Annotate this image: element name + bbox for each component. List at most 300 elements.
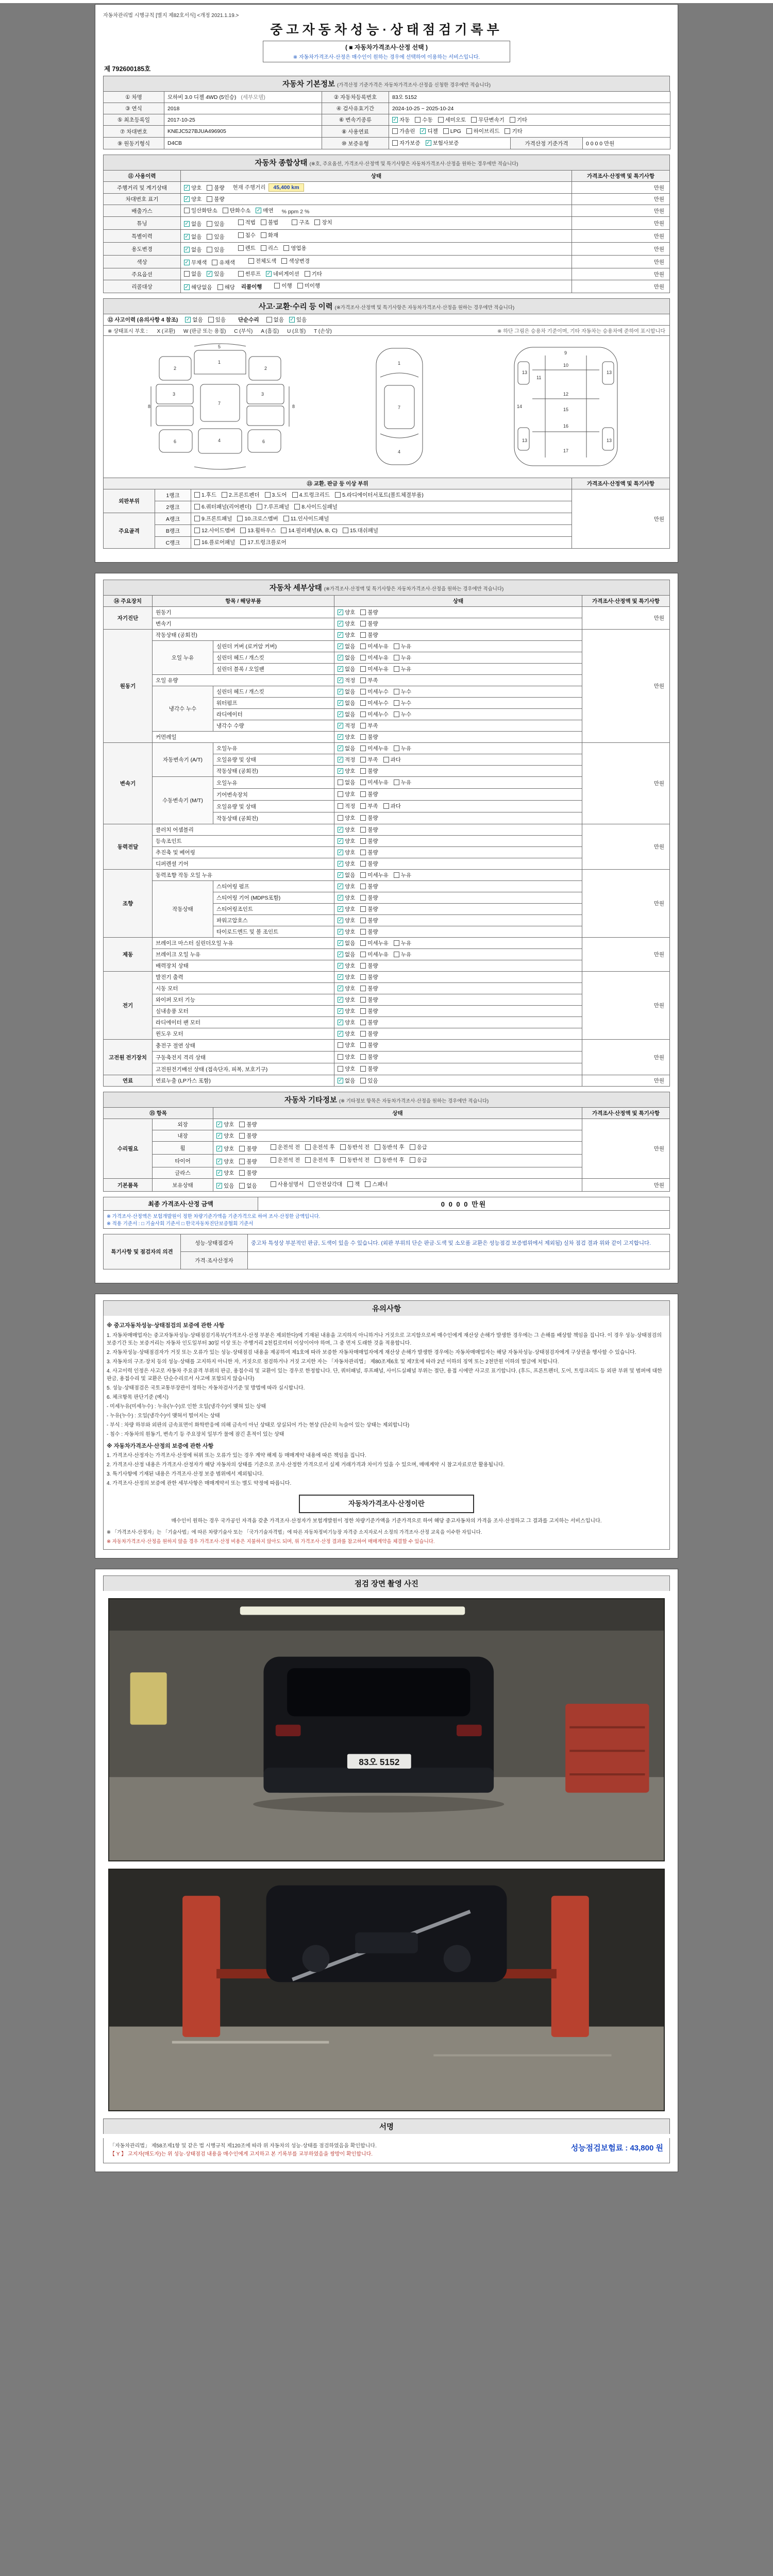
checkbox-누유 (394, 871, 411, 879)
checkbox-17.트렁크플로어 (240, 538, 286, 546)
state-cell (334, 641, 582, 652)
item-label: 워터펌프 (213, 698, 334, 709)
document (95, 3, 678, 2172)
checkbox-label: 있음 (367, 1078, 378, 1084)
checkbox-icon (340, 1144, 346, 1150)
checkbox-label: 양호 (345, 1066, 356, 1072)
checkbox-있음 (216, 1182, 234, 1190)
checkbox-icon (410, 1157, 415, 1163)
svg-text:12: 12 (563, 392, 569, 397)
checkbox-있음 (208, 316, 226, 324)
checkbox-label: 불량 (367, 609, 378, 616)
checkbox-불량 (360, 894, 378, 902)
field-value-text: 모하비 3.0 디젤 4WD (5인승) (167, 94, 237, 100)
checkbox-15.대쉬패널 (343, 527, 378, 534)
checkbox-group (338, 620, 383, 628)
price-cell: 만원 (582, 870, 670, 938)
checkbox-영업용 (283, 244, 306, 252)
item-label: 라디에이터 팬 모터 (153, 1017, 334, 1028)
checkbox-label: 양호 (224, 1122, 234, 1128)
item-label: 작동상태 (공회전) (153, 630, 334, 641)
use-history-label: 차대번호 표기 (104, 194, 181, 205)
col-price-note: 가격조사·산정액 및 특기사항 (572, 171, 670, 182)
checkbox-label: 리스 (267, 245, 279, 251)
checkbox-icon (239, 1133, 245, 1139)
checkbox-group (338, 1030, 383, 1038)
section-detail-header (103, 580, 670, 595)
checkbox-일산화탄소 (184, 207, 217, 214)
checkbox-group (338, 951, 416, 958)
final-price-table (103, 1197, 670, 1229)
checkbox-불량 (360, 849, 378, 856)
checkbox-icon (194, 539, 200, 545)
document-number: 제 792600185호 (104, 65, 151, 73)
checkbox-icon (271, 1157, 276, 1163)
checkbox-icon (237, 516, 243, 521)
checkbox-icon (261, 245, 266, 251)
svg-text:6: 6 (262, 439, 265, 444)
device-label: 제동 (104, 938, 153, 972)
checkbox-icon (217, 284, 223, 290)
checkbox-icon (338, 1042, 343, 1048)
rank-label: C랭크 (155, 537, 191, 549)
checkbox-썬루프 (238, 270, 261, 278)
state-cell (334, 858, 582, 870)
checkbox-icon (360, 779, 366, 785)
item-label: 오일유량 및 상태 (213, 801, 334, 812)
checkbox-group (338, 1053, 383, 1061)
checkbox-label: 양호 (345, 963, 356, 969)
comprehensive-row (104, 256, 670, 268)
checkbox-icon: ✓ (338, 700, 343, 706)
section-notice-title: 유의사항 (372, 1305, 401, 1313)
svg-text:13: 13 (607, 370, 612, 375)
price-cell: 만원 (572, 230, 670, 243)
checkbox-양호 (338, 767, 355, 775)
checkbox-label: 응급 (416, 1144, 427, 1150)
final-note-row (104, 1211, 670, 1229)
state-cell (334, 1052, 582, 1063)
checkbox-icon (410, 1144, 415, 1150)
checkbox-group (216, 1145, 262, 1153)
checkbox-불량 (360, 826, 378, 834)
checkbox-불량 (360, 985, 378, 992)
checkbox-icon (314, 219, 320, 225)
checkbox-label: 적정 (345, 723, 356, 729)
checkbox-label: 동반석 후 (382, 1144, 405, 1150)
checkbox-icon: ✓ (217, 1133, 222, 1139)
checkbox-group (392, 139, 464, 147)
checkbox-불량 (207, 195, 224, 203)
checkbox-group (238, 218, 284, 226)
checkbox-label: 수동 (422, 117, 433, 123)
checkbox-기타 (505, 127, 522, 135)
checkbox-label: 누수 (400, 689, 412, 695)
checkbox-label: 누유 (400, 952, 412, 958)
state-mark-legend (103, 325, 670, 335)
checkbox-label: 11.인사이드패널 (290, 516, 329, 522)
checkbox-유채색 (212, 259, 234, 266)
checkbox-group (338, 676, 383, 684)
checkbox-icon: ✓ (338, 986, 343, 991)
checkbox-불량 (239, 1145, 257, 1153)
checkbox-icon: ✓ (338, 689, 343, 694)
price-option-label: ( ■ 자동차가격조사·산정 선택 ) (345, 44, 428, 51)
checkbox-해당없음 (184, 283, 212, 291)
checkbox-icon (375, 1144, 380, 1150)
field-tag: (세부모델) (239, 94, 265, 100)
checkbox-label: 누유 (400, 745, 412, 752)
checkbox-동반석 후 (375, 1143, 405, 1151)
use-history-label: 용도변경 (104, 243, 181, 256)
checkbox-label: 세미오토 (445, 117, 466, 123)
checkbox-label: 응급 (416, 1157, 427, 1163)
checkbox-icon (283, 516, 289, 521)
signature-line: 【 Y 】 고지자(매도자)는 위 성능·상태점검 내용을 매수인에게 고지하고 본 기록부를 교부하였음을 쌍방이 확인합니다. (110, 2151, 373, 2158)
checkbox-icon (338, 1054, 343, 1060)
checkbox-label: 2.프론트펜더 (229, 492, 260, 498)
checkbox-group (338, 985, 383, 992)
checkbox-자가보증 (392, 139, 421, 147)
checkbox-label: 미세누수 (367, 689, 389, 695)
checkbox-group (216, 1121, 262, 1128)
checkbox-label: 구조 (299, 219, 310, 226)
col-misc-price: 가격조사·산정액 및 특기사항 (582, 1108, 670, 1119)
checkbox-label: 17.트렁크플로어 (247, 539, 287, 546)
section-misc-title: 자동차 기타정보 (284, 1096, 337, 1105)
price-definition-text: 매수인이 원하는 경우 국가공인 자격을 갖춘 가격조사·산정자가 보험개발원이 정한 차량기준가액을 기준가격으로 하여 해당 중고자동차의 가격을 조사·산정하고 그 결과를 고지하는 서비스입니다. (171, 1518, 602, 1524)
checkbox-label: 미세누유 (367, 643, 389, 650)
checkbox-장치 (314, 218, 332, 226)
checkbox-icon (239, 1183, 245, 1189)
detail-row (104, 1075, 670, 1087)
checkbox-group (338, 917, 383, 924)
checkbox-label: 미이행 (304, 283, 321, 289)
checkbox-무채색 (184, 259, 207, 266)
checkbox-icon (392, 128, 398, 134)
checkbox-icon: ✓ (338, 1031, 343, 1037)
field-value-text: 83오 5152 (392, 94, 417, 100)
checkbox-label: 유채색 (219, 260, 235, 266)
checkbox-안전삼각대 (309, 1180, 342, 1188)
checkbox-icon (292, 492, 298, 498)
checkbox-무단변속기 (471, 116, 505, 124)
checkbox-양호 (216, 1132, 234, 1140)
checkbox-없음 (338, 744, 355, 752)
field-value (583, 138, 670, 149)
col-misc-item: ⑮ 항목 (104, 1108, 213, 1119)
item-label: 충전구 절연 상태 (153, 1040, 334, 1052)
checkbox-없음 (184, 270, 201, 278)
checkbox-label: 양호 (345, 997, 356, 1003)
checkbox-icon: ✓ (338, 872, 343, 878)
ceiling-light (240, 1606, 465, 1615)
checkbox-누유 (394, 744, 411, 752)
checkbox-group (338, 756, 406, 764)
checkbox-label: 있음 (214, 247, 225, 253)
legend-item: U (요철) (287, 329, 306, 334)
state-cell (334, 904, 582, 915)
notice-footnotes (107, 1529, 666, 1546)
legend-item: X (교환) (157, 329, 175, 334)
checkbox-양호 (216, 1121, 234, 1128)
checkbox-label: 누유 (400, 940, 412, 946)
checkbox-label: 렌트 (245, 245, 256, 251)
checkbox-양호 (338, 837, 355, 845)
basic-info-table (103, 91, 670, 149)
state-cell (334, 743, 582, 754)
checkbox-icon (261, 232, 266, 238)
checkbox-label: 8.사이드실패널 (301, 504, 338, 510)
checkbox-label: 불량 (367, 768, 378, 774)
section-basic-title: 자동차 기본정보 (282, 80, 335, 89)
basic-info-row (104, 126, 670, 138)
checkbox-label: 양호 (224, 1159, 234, 1165)
price-definition-box: 자동차가격조사·산정이란 (299, 1495, 474, 1513)
checkbox-icon (394, 700, 399, 706)
checkbox-양호 (338, 917, 355, 924)
car-exterior-diagram (132, 341, 308, 472)
checkbox-과다 (383, 802, 401, 810)
checkbox-label: 불량 (246, 1133, 257, 1139)
diagram-numbers-underside (517, 350, 612, 453)
checkbox-운전석 후 (305, 1143, 335, 1151)
checkbox-icon (505, 128, 510, 134)
checkbox-자동 (392, 116, 410, 124)
checkbox-양호 (338, 631, 355, 639)
license-plate-number: 83오 5152 (359, 1756, 400, 1767)
checkbox-label: 불량 (367, 815, 378, 821)
checkbox-label: 불량 (367, 986, 378, 992)
legend-item: C (부식) (234, 329, 253, 334)
checkbox-label: 불량 (367, 963, 378, 969)
checkbox-8.사이드실패널 (294, 503, 338, 511)
checkbox-적법 (238, 218, 256, 226)
state-cell (334, 607, 582, 618)
checkbox-label: 양호 (345, 895, 356, 901)
checkbox-label: 하이브리드 (473, 128, 500, 134)
checkbox-label: 없음 (273, 317, 284, 323)
notice-paragraph: 4. 가격조사·산정의 보증에 관한 세부사항은 매매계약서 또는 별도 약정에 따릅니다. (107, 1481, 292, 1486)
insurance-fee (571, 2142, 663, 2153)
checkbox-group (338, 996, 383, 1004)
state-cell (334, 1006, 582, 1017)
checkbox-label: 7.루프패널 (263, 504, 290, 510)
checkbox-불량 (360, 608, 378, 616)
checkbox-양호 (338, 790, 355, 798)
checkbox-icon (347, 1181, 353, 1187)
checkbox-label: 없음 (345, 711, 356, 718)
checkbox-label: 양호 (345, 1042, 356, 1048)
exchange-label: ⑬ 교환, 판금 등 이상 부위 (104, 478, 572, 489)
item-label: 원동기 (153, 607, 334, 618)
state-cell (334, 960, 582, 972)
checkbox-label: 5.라디에이터서포트(볼트체결부품) (342, 492, 424, 498)
checkbox-group (194, 503, 343, 511)
checkbox-불량 (360, 1053, 378, 1061)
checkbox-icon (281, 528, 287, 533)
checkbox-리스 (261, 244, 278, 252)
checkbox-label: 양호 (345, 1031, 356, 1037)
inspection-photo-rear (108, 1598, 665, 1862)
item-label: 동력조향 작동 오일 누유 (153, 870, 334, 881)
checkbox-기타 (305, 270, 322, 278)
checkbox-label: 양호 (345, 621, 356, 627)
checkbox-label: 없음 (191, 247, 202, 253)
use-history-label: 주요옵션 (104, 268, 181, 280)
field-label: ③ 연식 (104, 103, 164, 114)
checkbox-label: 동반석 전 (347, 1157, 370, 1163)
tool-cabinet (565, 1704, 649, 1793)
checkbox-group (338, 710, 416, 718)
price-cell: 만원 (572, 243, 670, 256)
basic-info-row (104, 103, 670, 114)
checkbox-icon: ✓ (338, 850, 343, 855)
field-value (389, 126, 670, 138)
state-cell (334, 881, 582, 892)
state-cell (334, 926, 582, 938)
item-label: 브레이크 오일 누유 (153, 949, 334, 960)
field-label: ⑦ 차대번호 (104, 126, 164, 138)
checkbox-group (184, 220, 230, 228)
device-label: 전기 (104, 972, 153, 1040)
exchange-header-row (104, 478, 670, 489)
checkbox-양호 (338, 826, 355, 834)
checkbox-불량 (360, 837, 378, 845)
checkbox-group (238, 270, 327, 278)
checkbox-group (338, 665, 416, 673)
detail-row (104, 824, 670, 836)
field-label: ⑥ 변속기종류 (322, 114, 389, 126)
item-label: 윈도우 모터 (153, 1028, 334, 1040)
checkbox-icon (360, 872, 366, 878)
checkbox-icon (305, 271, 310, 277)
checkbox-icon (360, 734, 366, 740)
checkbox-icon (360, 861, 366, 867)
checkbox-group (216, 1158, 262, 1165)
field-value (164, 92, 322, 103)
comprehensive-row (104, 268, 670, 280)
checkbox-group (338, 767, 383, 775)
rank-label: B랭크 (155, 525, 191, 537)
checkbox-불법 (261, 218, 278, 226)
checkbox-양호 (216, 1169, 234, 1177)
col-detail-state: 상태 (334, 596, 582, 607)
checkbox-양호 (338, 1041, 355, 1049)
checkbox-label: 무채색 (191, 260, 207, 266)
item-label: 오일누유 (213, 743, 334, 754)
accident-history-row (103, 314, 670, 325)
checkbox-icon: ✓ (338, 827, 343, 833)
checkbox-label: 부족 (367, 723, 378, 729)
checkbox-부족 (360, 756, 378, 764)
checkbox-group (338, 802, 406, 810)
checkbox-icon (394, 689, 399, 694)
svg-text:2: 2 (264, 366, 267, 371)
checkbox-6.쿼터패널(리어펜더) (194, 503, 251, 511)
checkbox-미세누수 (360, 710, 389, 718)
misc-item-label: 보유상태 (153, 1179, 213, 1192)
detail-row (104, 938, 670, 949)
field-label: ⑨ 원동기형식 (104, 138, 164, 149)
checkbox-label: 양호 (345, 1008, 356, 1014)
checkbox-icon: ✓ (184, 221, 189, 227)
checkbox-미세누유 (360, 642, 389, 650)
checkbox-icon (238, 219, 244, 225)
item-label: 오일 유량 (153, 675, 334, 686)
state-cell (334, 812, 582, 824)
checkbox-스패너 (365, 1180, 388, 1188)
item-label: 실린더 커버 (로커암 커버) (213, 641, 334, 652)
checkbox-icon (194, 492, 200, 498)
item-label: 시동 모터 (153, 983, 334, 994)
sheet-2 (95, 573, 678, 1283)
checkbox-group (392, 116, 532, 124)
checkbox-있음 (207, 270, 224, 278)
detail-row (104, 607, 670, 618)
notice-paragraph: 5. 성능·상태점검은 국토교통부장관이 정하는 자동차검사기준 및 방법에 따라 실시합니다. (107, 1385, 305, 1391)
checkbox-icon (360, 940, 366, 946)
checkbox-불량 (239, 1132, 257, 1140)
field-value (389, 138, 511, 149)
checkbox-label: 불법 (267, 219, 279, 226)
state-cell (181, 280, 572, 293)
item-label: 실린더 헤드 / 개스킷 (213, 652, 334, 664)
car-underside-diagram (491, 341, 641, 472)
checkbox-label: 없음 (191, 234, 202, 240)
col-misc-state: 상태 (213, 1108, 582, 1119)
price-option-box (263, 41, 510, 62)
checkbox-icon (360, 895, 366, 901)
checkbox-label: 적정 (345, 757, 356, 763)
checkbox-누유 (394, 939, 411, 947)
checkbox-icon (207, 247, 212, 252)
use-history-label: 주행거리 및 계기상태 (104, 182, 181, 194)
rank-label: 2랭크 (155, 501, 191, 513)
checkbox-label: 없음 (345, 666, 356, 672)
notice-paragraph: - 누유(누수) : 오일(냉각수)이 맺혀서 떨어지는 상태 (107, 1413, 220, 1419)
checkbox-label: 누유 (400, 872, 412, 878)
checkbox-있음 (207, 246, 224, 253)
checkbox-icon (271, 1144, 276, 1150)
checkbox-icon: ✓ (338, 621, 343, 626)
checkbox-가솔린 (392, 127, 415, 135)
section-detail-note: (※가격조사·산정액 및 특기사항은 자동차가격조사·산정을 원하는 경우에만 적습니다) (324, 586, 504, 592)
checkbox-label: 없음 (345, 643, 356, 650)
state-cell (334, 1063, 582, 1075)
checkbox-양호 (338, 1007, 355, 1015)
checkbox-label: 6.쿼터패널(리어펜더) (201, 504, 251, 510)
simple-repair-checks (266, 316, 312, 324)
notice-paragraph: - 미세누유(미세누수) : 누유(누수)로 인한 오일(냉각수)이 맺혀 있는 상태 (107, 1403, 266, 1410)
field-value (164, 114, 322, 126)
checkbox-label: 영업용 (291, 245, 307, 251)
checkbox-icon (394, 643, 399, 649)
svg-text:8: 8 (292, 404, 295, 409)
checkbox-label: 양호 (345, 791, 356, 798)
checkbox-label: 불량 (367, 884, 378, 890)
checkbox-icon: ✓ (338, 757, 343, 762)
checkbox-icon (360, 997, 366, 1003)
price-cell: 만원 (582, 607, 670, 630)
checkbox-label: 4.트렁크리드 (299, 492, 330, 498)
svg-text:8: 8 (147, 404, 150, 409)
diagram-numbers-top (398, 361, 400, 454)
checkbox-양호 (338, 608, 355, 616)
state-cell (334, 1075, 582, 1087)
checkbox-label: 불량 (246, 1159, 257, 1165)
checkbox-label: 10.크로스멤버 (244, 516, 278, 522)
